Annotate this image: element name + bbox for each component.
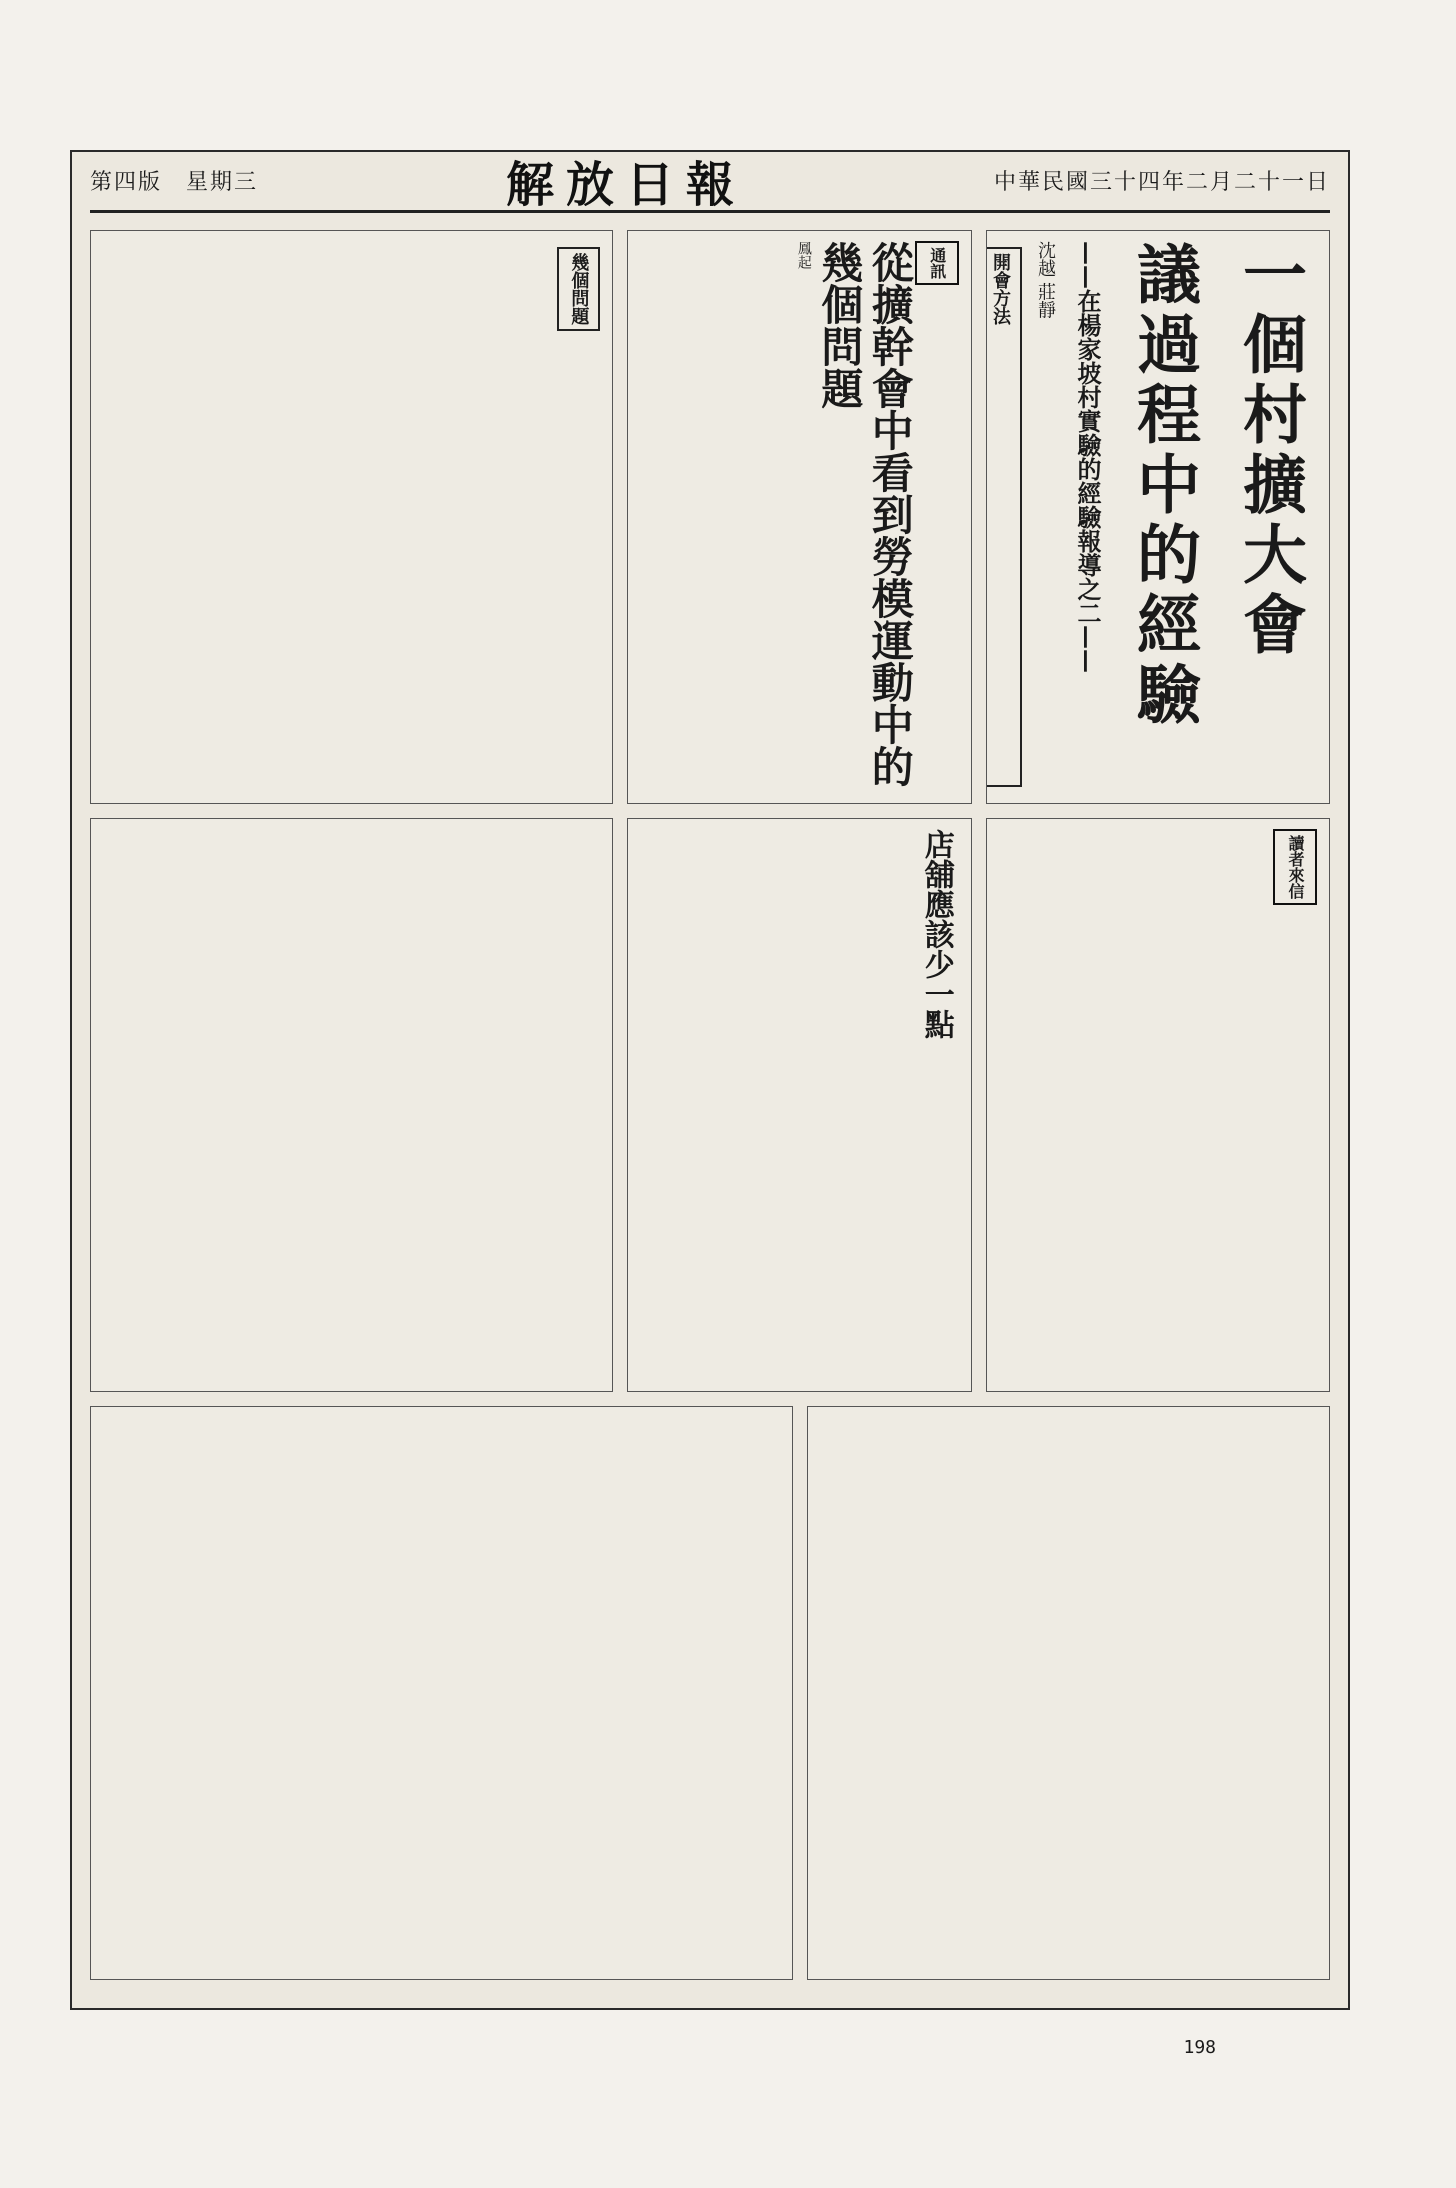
article-byline: 鳳起 xyxy=(795,241,812,269)
article-body-block xyxy=(807,1406,1330,1980)
article-headline: 從擴幹會中看到勞模運動中的幾個問題 xyxy=(815,241,915,787)
article-letter xyxy=(986,818,1330,1392)
article-body-block xyxy=(90,1406,793,1980)
article-grid xyxy=(90,230,1330,1980)
weekday: 星期三 xyxy=(186,169,259,195)
article-problems xyxy=(90,230,613,804)
main-article xyxy=(986,230,1330,804)
section-head-problems: 幾個問題 xyxy=(557,247,600,331)
date-line: 中華民國三十四年二月二十一日 xyxy=(993,169,1330,195)
paper-name: 解放日報 xyxy=(506,156,747,213)
page-number: 198 xyxy=(1183,2037,1216,2058)
article-body-block xyxy=(90,818,613,1392)
main-title-line1: 一個村擴大會 xyxy=(1231,241,1307,661)
stores-headline: 店舖應該少一點 xyxy=(918,829,954,1039)
masthead xyxy=(90,150,1330,213)
page-label: 第四版 xyxy=(90,169,163,195)
article-labor-model xyxy=(627,230,971,804)
reader-letter-tag: 讀者來信 xyxy=(1273,829,1317,905)
article-stores xyxy=(627,818,971,1392)
main-subtitle: ——在楊家坡村實驗的經驗報導之二—— xyxy=(1072,241,1102,673)
main-title-line2: 議過程中的經驗 xyxy=(1125,241,1201,731)
section-head-1: 開會方法 xyxy=(986,247,1022,787)
article-tag: 通訊 xyxy=(915,241,959,285)
main-author: 沈越 莊靜 xyxy=(1034,241,1056,319)
